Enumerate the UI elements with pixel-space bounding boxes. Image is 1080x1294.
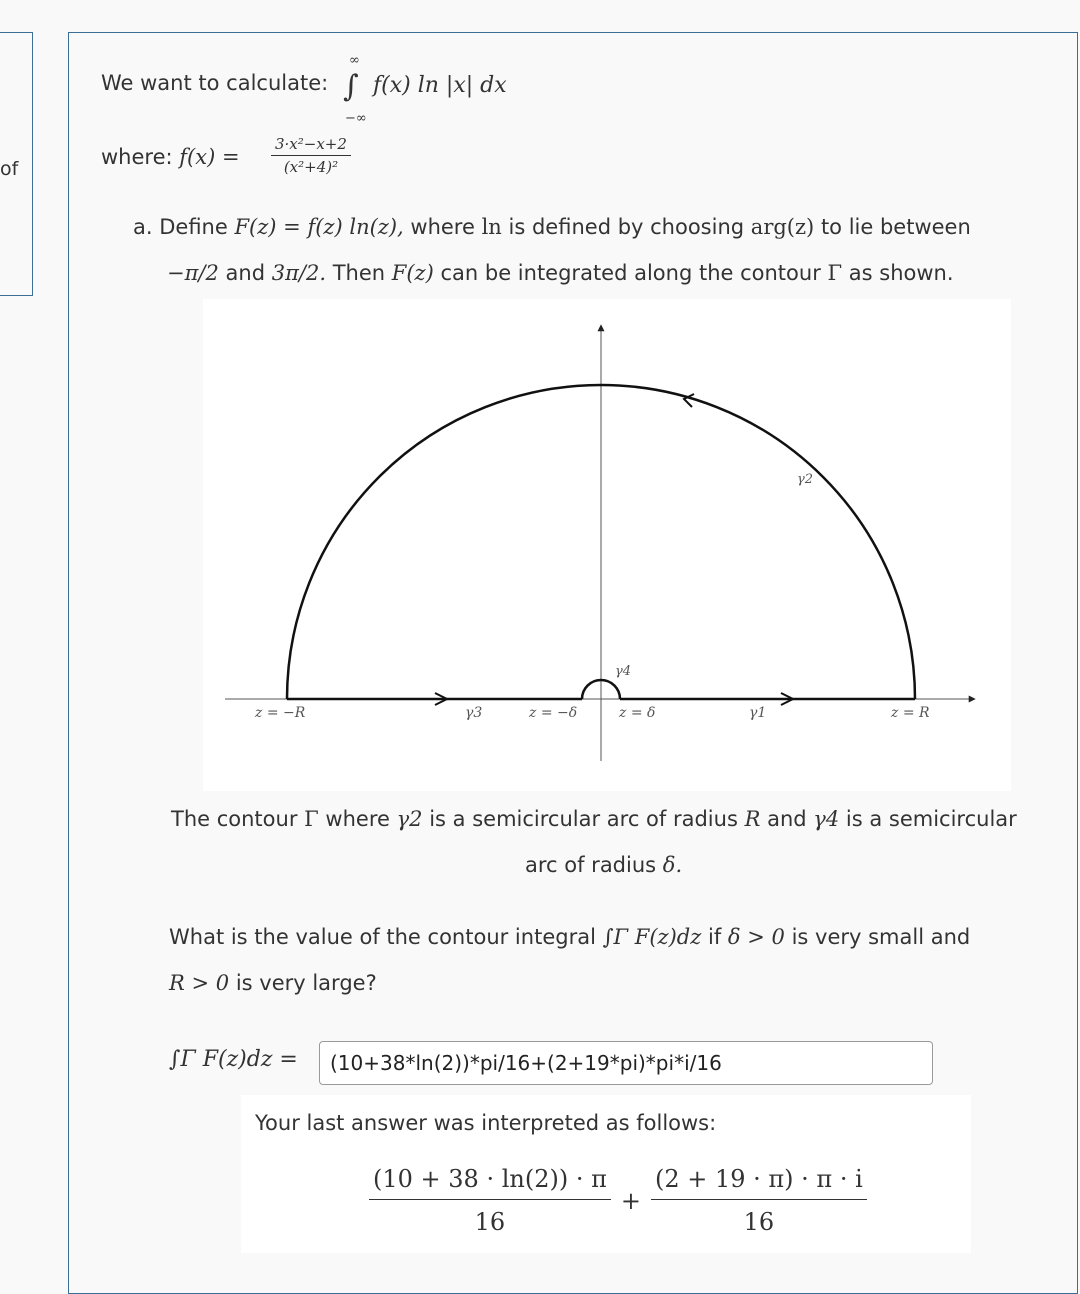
frac1-denominator: 16 [474, 1208, 506, 1236]
line2-rest: can be integrated along the contour [440, 261, 821, 285]
label-gamma4: γ4 [615, 664, 632, 679]
question-panel [68, 32, 1078, 1294]
upper-bound: 3π/2. [271, 261, 327, 285]
question-line1 [169, 925, 970, 949]
f-numerator: 3·x²−x+2 [271, 135, 351, 156]
frac1-numerator: (10 + 38 · ln(2)) · π [369, 1165, 611, 1200]
line2-end: as shown. [848, 261, 954, 285]
integral-upper-limit: ∞ [349, 53, 360, 68]
interpreted-expression [369, 1165, 867, 1236]
figure-caption-line2 [525, 853, 682, 877]
then-word: Then [332, 261, 386, 285]
part-a-label: a. [133, 215, 153, 239]
gamma-symbol: Γ [827, 261, 843, 285]
label-pos-R: z = R [891, 705, 930, 721]
caption-text-i: is a semicircular [845, 807, 1017, 831]
question-line2 [169, 971, 377, 995]
frac2-numerator: (2 + 19 · π) · π · i [651, 1165, 867, 1200]
caption-text-c: where [325, 807, 390, 831]
label-neg-delta: z = −δ [529, 705, 578, 721]
interpretation-box [241, 1095, 971, 1253]
answer-input[interactable]: (10+38*ln(2))*pi/16+(2+19*pi)*pi*i/16 [319, 1041, 933, 1085]
line1-end: to lie between [820, 215, 971, 239]
part-a-line1 [133, 215, 971, 239]
and-word: and [225, 261, 266, 285]
integrand: f(x) ln |x| dx [373, 73, 507, 98]
label-pos-delta: z = δ [619, 705, 656, 721]
lower-bound: −π/2 [167, 261, 219, 285]
integral-lower-limit: −∞ [345, 111, 367, 126]
answer-lhs: ∫Γ F(z)dz = [169, 1047, 298, 1072]
q1-text: What is the value of the contour integral [169, 925, 596, 949]
f-lhs: f(x) = [179, 145, 240, 169]
caption-gamma: Γ [304, 807, 319, 831]
where-prefix: where: [101, 145, 173, 169]
plus-sign: + [620, 1186, 641, 1215]
f-denominator: (x²+4)² [283, 158, 339, 176]
q1-integral: ∫Γ F(z)dz [602, 925, 702, 949]
caption-delta: δ. [662, 853, 683, 877]
q2-end: is very large? [235, 971, 377, 995]
interpreted-frac2 [651, 1165, 867, 1236]
F-symbol: F(z) [391, 261, 434, 285]
caption-text-e: is a semicircular arc of radius [429, 807, 738, 831]
Fz-definition: F(z) = f(z) ln(z), [234, 215, 404, 239]
side-text-fragment: of [0, 158, 19, 180]
line1-rest: is defined by choosing [508, 215, 745, 239]
caption-R: R [744, 807, 761, 831]
q1-end: is very small and [791, 925, 971, 949]
q2-condition: R > 0 [169, 971, 230, 995]
where-word: where [410, 215, 475, 239]
part-a-line2 [167, 261, 954, 285]
interpretation-heading: Your last answer was interpreted as follows: [255, 1111, 717, 1135]
contour-diagram [203, 299, 1011, 791]
caption-text-2a: arc of radius [525, 853, 657, 877]
want-prefix: We want to calculate: [101, 71, 329, 95]
arg-symbol: arg(z) [750, 215, 815, 239]
caption-text-a: The contour [171, 807, 298, 831]
f-fraction [271, 135, 351, 176]
f-definition [101, 145, 240, 169]
label-neg-R: z = −R [255, 705, 306, 721]
label-gamma3: γ3 [465, 705, 483, 721]
interpreted-frac1 [369, 1165, 611, 1236]
label-gamma1: γ1 [749, 705, 767, 721]
contour-figure [203, 299, 1011, 791]
caption-gamma2: γ2 [396, 807, 423, 831]
integral-statement [101, 71, 328, 95]
caption-gamma4: γ4 [813, 807, 840, 831]
caption-and: and [767, 807, 807, 831]
figure-caption-line1 [171, 807, 1017, 831]
frac2-denominator: 16 [743, 1208, 775, 1236]
q1-condition: δ > 0 [727, 925, 785, 949]
q1-if: if [708, 925, 722, 949]
ln-symbol: ln [481, 215, 502, 239]
integral-sign: ∫ [343, 69, 359, 104]
define-word: Define [159, 215, 228, 239]
label-gamma2: γ2 [797, 472, 814, 487]
